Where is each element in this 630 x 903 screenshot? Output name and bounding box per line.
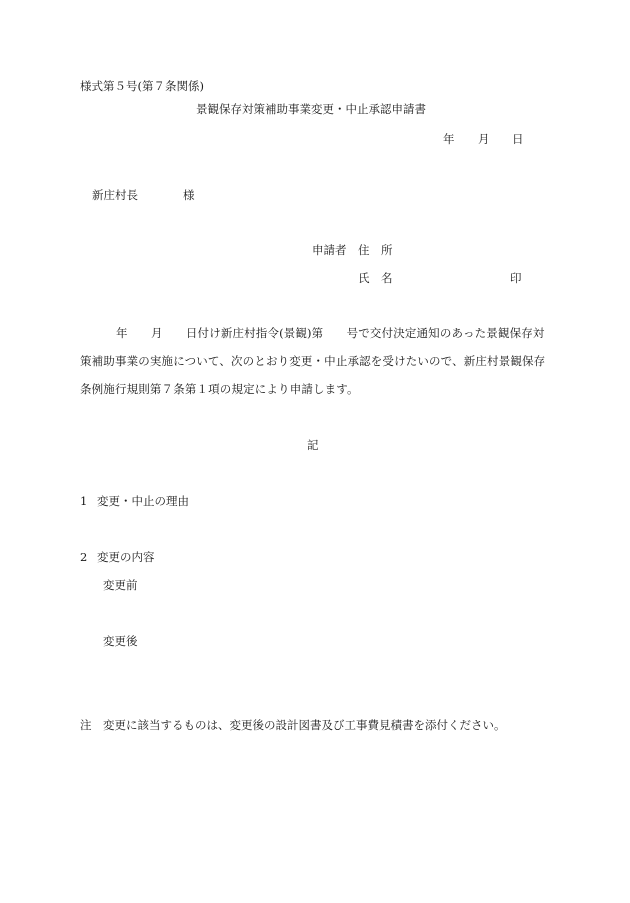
seal-mark: 印 (510, 271, 522, 285)
body-line-3: 条例施行規則第７条第１項の規定により申請します。 (80, 382, 359, 396)
form-number: 様式第５号(第７条関係) (80, 79, 204, 93)
date-year-label: 年 (443, 132, 455, 146)
item-1-label: 変更・中止の理由 (97, 494, 189, 508)
applicant-name-label: 氏 名 (358, 271, 393, 285)
applicant-label: 申請者 (312, 243, 347, 257)
addressee-honorific: 様 (183, 188, 195, 202)
applicant-address-label: 住 所 (358, 243, 393, 257)
item-1-number: 1 (80, 494, 88, 508)
item-2-number: 2 (80, 550, 88, 564)
date-month-label: 月 (478, 132, 490, 146)
note-label: 注 (80, 718, 92, 732)
addressee-name: 新庄村長 (92, 188, 138, 202)
body-line-2: 策補助事業の実施について、次のとおり変更・中止承認を受けたいので、新庄村景観保存 (80, 354, 546, 368)
date-day-label: 日 (512, 132, 524, 146)
note-text: 変更に該当するものは、変更後の設計図書及び工事費見積書を添付ください。 (103, 718, 506, 732)
document-title: 景観保存対策補助事業変更・中止承認申請書 (196, 102, 426, 116)
change-before-label: 変更前 (103, 578, 138, 592)
ki-heading: 記 (307, 438, 319, 452)
item-2-label: 変更の内容 (97, 550, 155, 564)
change-after-label: 変更後 (103, 634, 138, 648)
body-line-1: 年 月 日付け新庄村指令(景観)第 号で交付決定通知のあった景観保存対 (116, 326, 545, 340)
